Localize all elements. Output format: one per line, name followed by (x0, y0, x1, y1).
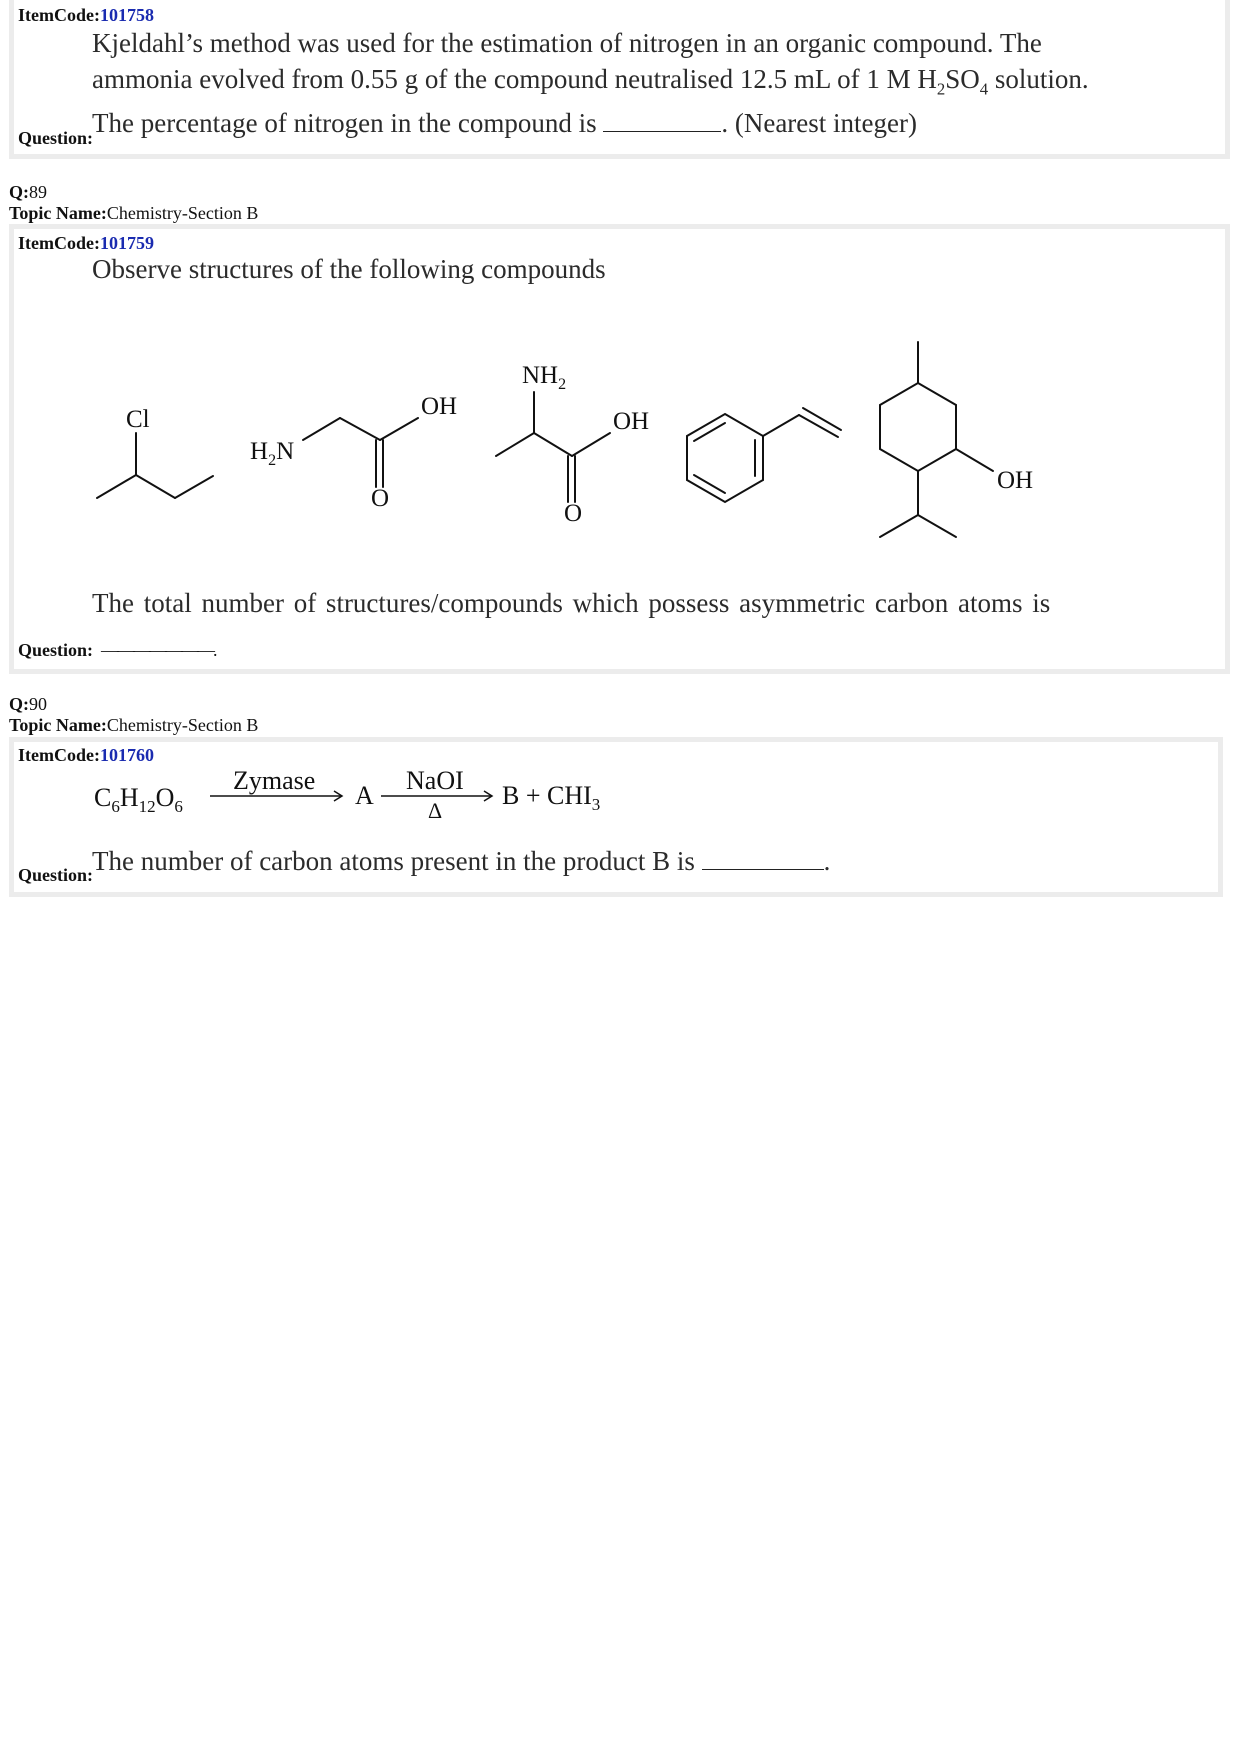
answer-blank: ———————. (101, 640, 216, 660)
label-h2n: $H_2N$ (250, 438, 295, 469)
formula-part: SO (945, 64, 980, 94)
question-intro: Observe structures of the following compounds (92, 254, 606, 284)
reagent-naoi: NaOI (406, 766, 464, 795)
question-text (92, 841, 830, 881)
reagent-zymase: Zymase (233, 766, 316, 795)
question-label: Question: (18, 640, 94, 660)
topic-value: Chemistry-Section B (106, 715, 259, 735)
topic-row (9, 203, 258, 224)
chemical-structures (0, 320, 1240, 550)
question-line-3 (92, 103, 917, 143)
question-line-2-end: solution. (994, 64, 1089, 94)
question-line-2 (92, 59, 1089, 109)
item-code-value[interactable]: 101758 (99, 5, 154, 25)
item-code-label: ItemCode: (18, 745, 100, 765)
q-label: Q: (9, 182, 29, 202)
q-number-value: 90 (29, 694, 47, 714)
question-number (9, 182, 47, 203)
question-conclusion: The total number of structures/compounds which possess asymmetric carbon atoms is (92, 588, 1051, 618)
topic-row (9, 715, 258, 736)
question-number (9, 694, 47, 715)
question-text-body: The number of carbon atoms present in the product B is (92, 846, 695, 876)
question-line-3-text: The percentage of nitrogen in the compound is (92, 108, 597, 138)
structure-chlorobutane (97, 433, 213, 498)
intermediate-a: A (355, 781, 374, 810)
label-oh-alanine: OH (613, 408, 650, 435)
subscript: 2 (936, 79, 946, 99)
reactant-formula: $C_6H_{12}O_6$ (94, 783, 183, 816)
topic-label: Topic Name: (9, 203, 107, 223)
q-number-value: 89 (29, 182, 47, 202)
reaction-scheme (0, 760, 720, 830)
answer-blank (702, 869, 824, 870)
item-code-value[interactable]: 101760 (99, 745, 154, 765)
end-mark: . (823, 846, 831, 876)
structure-menthol (880, 342, 993, 537)
topic-label: Topic Name: (9, 715, 107, 735)
label-o-glycine: O (371, 485, 390, 512)
label-oh-menthol: OH (997, 467, 1034, 494)
question-label: Question: (18, 128, 94, 148)
products: $B + CHI_3$ (502, 781, 601, 814)
item-code-label: ItemCode: (18, 5, 100, 25)
question-line-3-end: . (Nearest integer) (721, 108, 917, 138)
question-line-1: Kjeldahl’s method was used for the estimation of nitrogen in an organic compound. The (92, 28, 1042, 58)
label-nh2: $NH_2$ (522, 362, 567, 393)
subscript: 4 (979, 79, 989, 99)
item-code-label: ItemCode: (18, 233, 100, 253)
question-label: Question: (18, 865, 94, 885)
question-row (18, 640, 216, 661)
reagent-heat: Δ (428, 798, 443, 823)
topic-value: Chemistry-Section B (106, 203, 259, 223)
structure-glycine (303, 418, 418, 487)
item-code-value[interactable]: 101759 (99, 233, 154, 253)
structure-alanine (496, 392, 610, 502)
question-line-2-text: ammonia evolved from 0.55 g of the compound neutralised 12.5 mL of 1 M H (92, 64, 937, 94)
label-cl: Cl (126, 406, 150, 433)
answer-blank (603, 131, 721, 132)
label-o-alanine: O (564, 500, 583, 527)
structure-styrene (687, 408, 841, 502)
q-label: Q: (9, 694, 29, 714)
label-oh-glycine: OH (421, 393, 458, 420)
